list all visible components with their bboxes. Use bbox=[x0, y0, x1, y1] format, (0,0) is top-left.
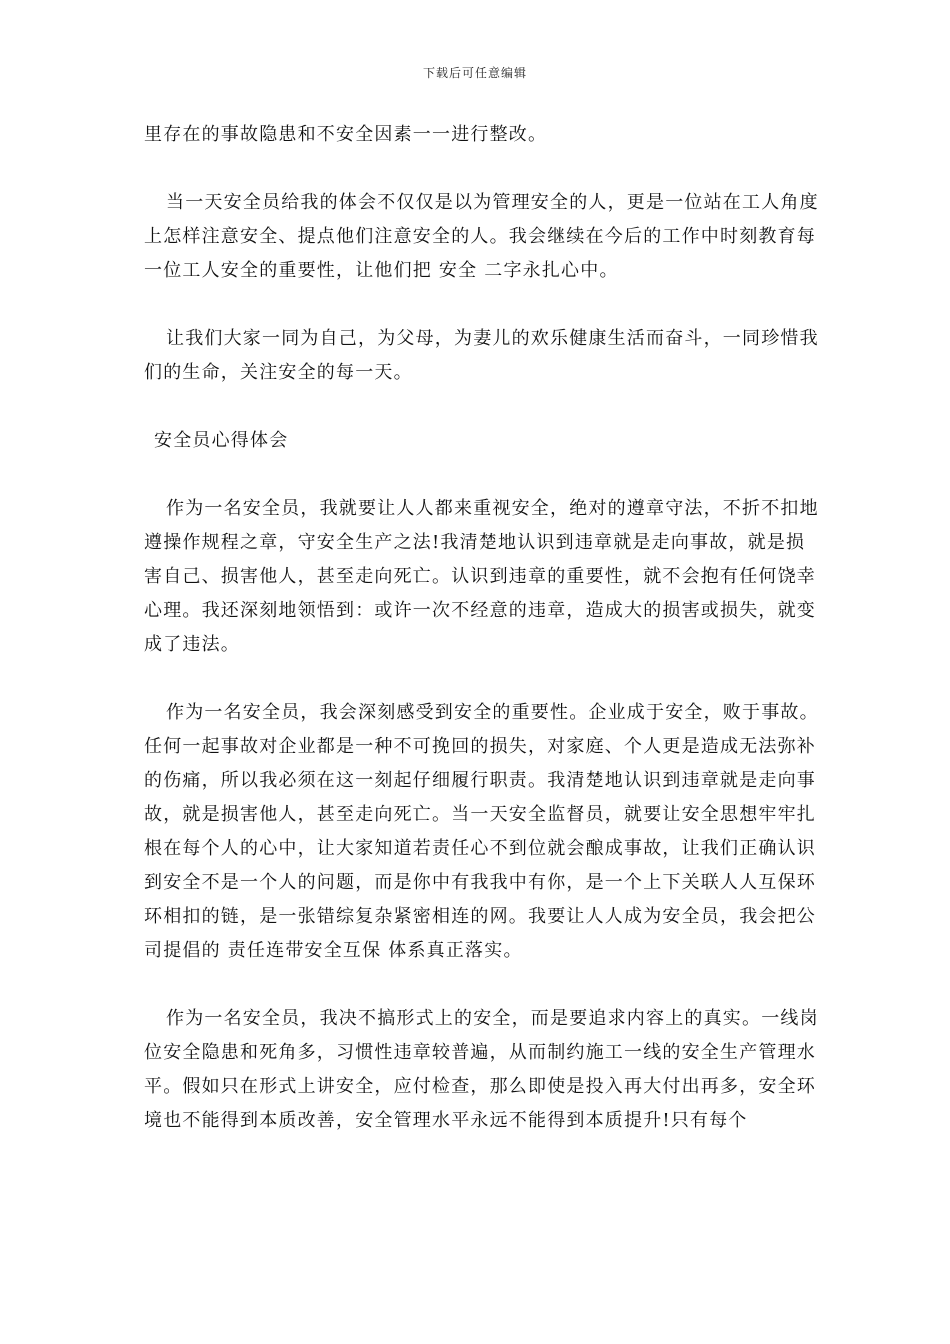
paragraph: 作为一名安全员，我会深刻感受到安全的重要性。企业成于安全，败于事故。任何一起事故对企业都是一种不可挽回的损失，对家庭、个人更是造成无法弥补的伤痛，所以我必须在这一刻起仔细履行职责。我清楚地认识到违章就是走向事故，就是损害他人，甚至走向死亡。当一天安全监督员，就要让安全思想牢牢扎根在每个人的心中，让大家知道若责任心不到位就会酿成事故，让我们正确认识到安全不是一个人的问题，而是你中有我我中有你，是一个上下关联人人互保环环相扣的链，是一张错综复杂紧密相连的网。我要让人人成为安全员，我会把公司提倡的 责任连带安全互保 体系真正落实。 bbox=[144, 702, 819, 961]
paragraph-continuation: 里存在的事故隐患和不安全因素一一进行整改。 bbox=[144, 124, 548, 145]
page-header: 下载后可任意编辑 bbox=[422, 66, 527, 80]
paragraph: 作为一名安全员，我就要让人人都来重视安全，绝对的遵章守法，不折不扣地遵操作规程之章，守安全生产之法!我清楚地认识到违章就是走向事故，就是损害自己、损害他人，甚至走向死亡。认识到违章的重要性，就不会抱有任何饶幸心理。我还深刻地领悟到：或许一次不经意的违章，造成大的损害或损失，就变成了违法。 bbox=[144, 498, 819, 655]
section-heading: 安全员心得体会 bbox=[154, 430, 289, 451]
paragraph: 作为一名安全员，我决不搞形式上的安全，而是要追求内容上的真实。一线岗位安全隐患和死角多，习惯性违章较普遍，从而制约施工一线的安全生产管理水平。假如只在形式上讲安全，应付检查，那么即使是投入再大付出再多，安全环境也不能得到本质改善，安全管理水平永远不能得到本质提升!只有每个 bbox=[144, 1008, 819, 1131]
paragraph: 让我们大家一同为自己，为父母，为妻儿的欢乐健康生活而奋斗，一同珍惜我们的生命，关注安全的每一天。 bbox=[144, 328, 819, 383]
paragraph: 当一天安全员给我的体会不仅仅是以为管理安全的人，更是一位站在工人角度上怎样注意安全、提点他们注意安全的人。我会继续在今后的工作中时刻教育每一位工人安全的重要性，让他们把 安全 二字永扎心中。 bbox=[144, 192, 819, 281]
document-body bbox=[144, 118, 820, 1172]
